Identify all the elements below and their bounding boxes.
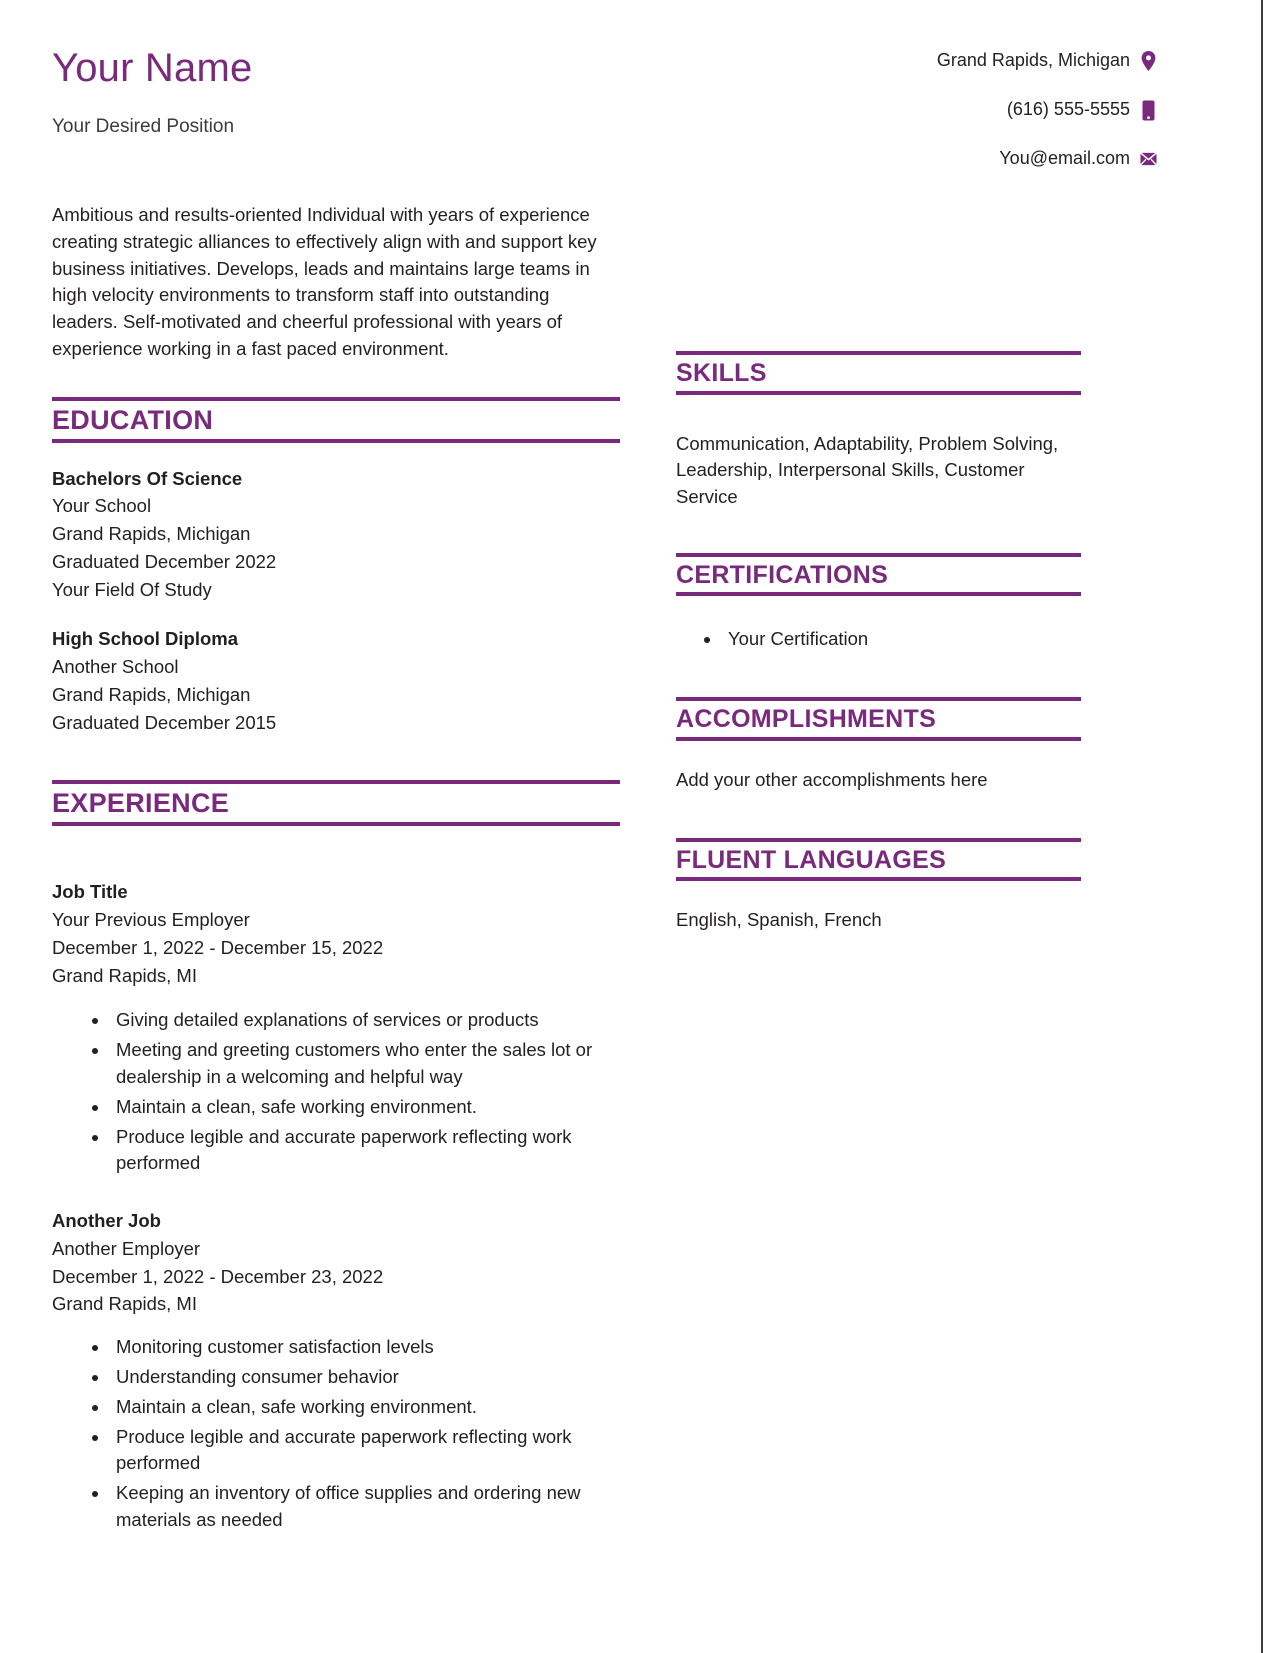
education-degree: Bachelors Of Science <box>52 467 243 489</box>
page-title: Your Name <box>52 46 253 90</box>
languages-body <box>676 881 1081 934</box>
job-dates: December 1, 2022 - December 23, 2022 <box>52 1265 384 1287</box>
job-employer: Your Previous Employer <box>52 909 250 931</box>
professional-summary: Ambitious and results-oriented Individual with years of experience creating strategic alliances to effectively align with and support key business initiatives. Develops, leads and maintains large teams in high velocity environments to transform staff into outstanding leaders. Self-motivated and cheerful professional with years of experience working in a fast paced environment. <box>52 204 597 360</box>
right-column <box>660 170 1081 934</box>
job-dates: December 1, 2022 - December 15, 2022 <box>52 936 384 958</box>
education-school: Your School <box>52 495 152 517</box>
contact-location-row <box>777 50 1157 72</box>
list-item: • Giving detailed explanations of services or products <box>110 1007 620 1034</box>
skills-body <box>676 395 1081 511</box>
education-heading-rule <box>52 397 620 443</box>
page-right-edge-rule <box>1261 0 1263 1653</box>
contact-info-block <box>777 46 1157 170</box>
section-title-experience: EXPERIENCE <box>52 788 230 819</box>
list-item: • Understanding consumer behavior <box>110 1364 620 1391</box>
contact-email-text: You@email.com <box>999 148 1130 169</box>
section-title-education: EDUCATION <box>52 404 214 435</box>
job-location: Grand Rapids, MI <box>52 1293 197 1315</box>
experience-body <box>52 826 620 1534</box>
resume-body <box>0 170 1261 1537</box>
education-entry <box>52 625 620 736</box>
education-body <box>52 443 620 737</box>
list-item: • Keeping an inventory of office supplies and ordering new materials as needed <box>110 1480 620 1534</box>
education-school: Another School <box>52 656 179 678</box>
mobile-phone-icon <box>1140 99 1157 121</box>
section-certifications <box>676 553 1081 653</box>
experience-entry <box>52 878 620 1177</box>
education-field-of-study: Your Field Of Study <box>52 578 212 600</box>
education-location: Grand Rapids, Michigan <box>52 523 251 545</box>
job-responsibility-list <box>52 1007 620 1177</box>
header-identity-block <box>52 46 652 139</box>
experience-entry <box>52 1207 620 1534</box>
education-graduated: Graduated December 2022 <box>52 550 277 572</box>
accomplishments-body <box>676 741 1081 794</box>
contact-phone-row <box>777 99 1157 121</box>
list-item: • Produce legible and accurate paperwork reflecting work performed <box>110 1424 620 1478</box>
contact-email-row <box>777 148 1157 170</box>
education-graduated: Graduated December 2015 <box>52 711 277 733</box>
accomplishments-text: Add your other accomplishments here <box>676 768 988 790</box>
job-employer: Another Employer <box>52 1237 201 1259</box>
contact-phone-text: (616) 555-5555 <box>1006 99 1130 120</box>
job-title: Another Job <box>52 1210 161 1232</box>
list-item: • Monitoring customer satisfaction levels <box>110 1334 620 1361</box>
certifications-body <box>676 596 1081 653</box>
experience-heading-rule <box>52 780 620 826</box>
map-pin-icon <box>1140 50 1157 72</box>
list-item: • Your Certification <box>722 626 1081 653</box>
list-item: • Produce legible and accurate paperwork reflecting work performed <box>110 1124 620 1178</box>
job-location: Grand Rapids, MI <box>52 964 197 986</box>
job-title: Job Title <box>52 881 128 903</box>
certification-list <box>676 626 1081 653</box>
section-experience <box>52 780 620 1533</box>
list-item: • Maintain a clean, safe working environment. <box>110 1394 620 1421</box>
section-title-skills: SKILLS <box>676 359 767 387</box>
section-fluent-languages <box>676 838 1081 934</box>
education-location: Grand Rapids, Michigan <box>52 683 251 705</box>
languages-heading-rule <box>676 838 1081 882</box>
section-skills <box>676 351 1081 511</box>
list-item: • Meeting and greeting customers who enter the sales lot or dealership in a welcoming and helpful way <box>110 1037 620 1091</box>
languages-text: English, Spanish, French <box>676 909 882 931</box>
envelope-icon <box>1140 148 1157 170</box>
accomplishments-heading-rule <box>676 697 1081 741</box>
section-title-fluent-languages: FLUENT LANGUAGES <box>676 845 947 874</box>
job-responsibility-list <box>52 1334 620 1534</box>
left-column <box>52 170 660 1537</box>
section-title-accomplishments: ACCOMPLISHMENTS <box>676 705 937 734</box>
desired-position: Your Desired Position <box>52 116 235 137</box>
skills-text: Communication, Adaptability, Problem Solving, Leadership, Interpersonal Skills, Customer Service <box>676 432 1059 508</box>
skills-heading-rule <box>676 351 1081 395</box>
section-title-certifications: CERTIFICATIONS <box>676 560 889 589</box>
education-entry <box>52 465 620 604</box>
section-accomplishments <box>676 697 1081 793</box>
education-degree: High School Diploma <box>52 628 239 650</box>
section-education <box>52 397 620 737</box>
list-item: • Maintain a clean, safe working environment. <box>110 1094 620 1121</box>
resume-header <box>0 0 1261 170</box>
contact-location-text: Grand Rapids, Michigan <box>936 50 1130 71</box>
certifications-heading-rule <box>676 553 1081 597</box>
